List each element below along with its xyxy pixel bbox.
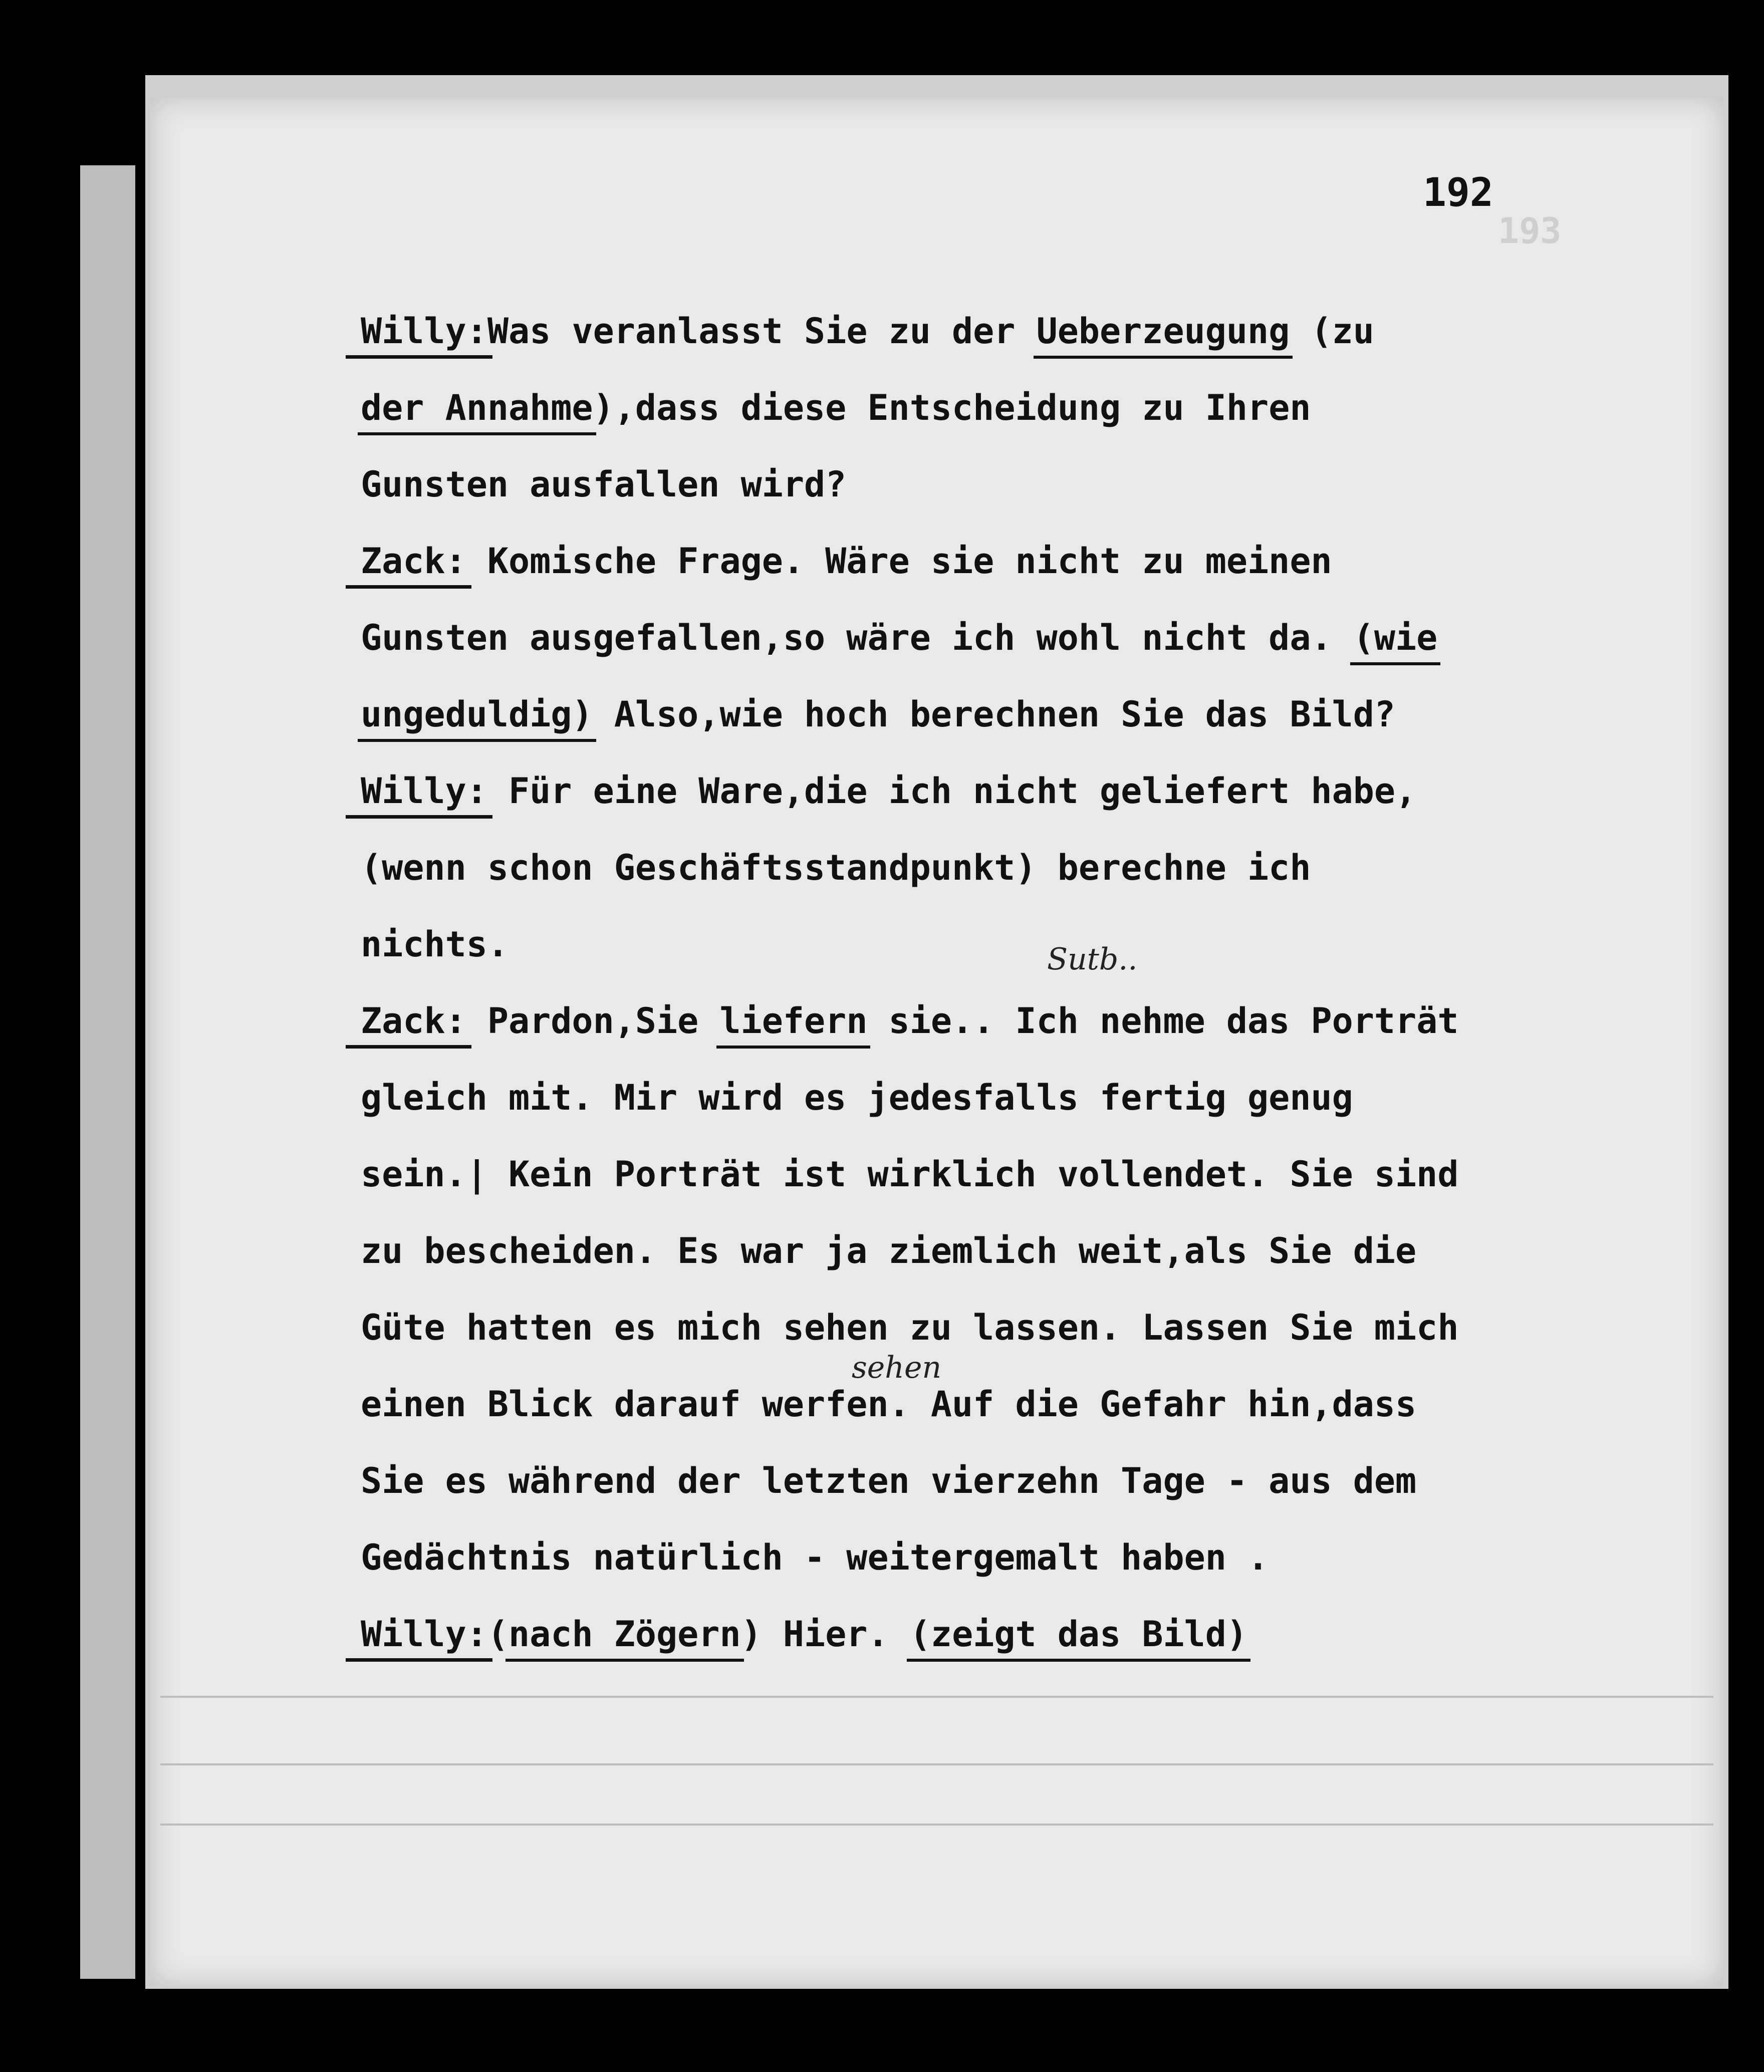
line-text: ) Hier. xyxy=(740,1614,910,1655)
text-line xyxy=(361,753,1663,830)
ghost-page-number: 193 xyxy=(1498,210,1562,251)
line-text: ( xyxy=(487,1614,509,1655)
underlined-text: Ueberzeugung xyxy=(1036,311,1290,352)
ruled-line xyxy=(160,1824,1713,1826)
line-text: sie.. Ich nehme das Porträt xyxy=(867,1000,1459,1042)
speaker-label: Zack: xyxy=(361,541,466,582)
text-line xyxy=(361,1443,1663,1519)
text-line xyxy=(361,906,1663,983)
line-text: ),dass diese Entscheidung zu Ihren xyxy=(593,387,1311,428)
line-text: Komische Frage. Wäre sie nicht zu meinen xyxy=(466,541,1332,582)
text-line xyxy=(361,600,1663,676)
line-text: Güte hatten es mich sehen zu lassen. Lassen Sie mich xyxy=(361,1307,1459,1348)
line-text: Pardon,Sie xyxy=(466,1000,720,1042)
speaker-label: Willy: xyxy=(361,770,487,812)
line-text: (zu xyxy=(1290,311,1374,352)
speaker-label: Willy: xyxy=(361,311,487,352)
line-text: zu bescheiden. Es war ja ziemlich weit,als Sie die xyxy=(361,1230,1417,1271)
line-text: (wenn schon Geschäftsstandpunkt) berechne ich xyxy=(361,847,1311,888)
underlined-text: liefern xyxy=(719,1000,868,1042)
line-text: Was veranlasst Sie zu der xyxy=(487,311,1037,352)
text-line xyxy=(361,983,1663,1060)
text-line xyxy=(361,1596,1663,1673)
line-text: einen Blick darauf werfen. Auf die Gefahr hin,dass xyxy=(361,1384,1417,1425)
text-line xyxy=(361,676,1663,753)
text-line xyxy=(361,370,1663,446)
text-line xyxy=(361,1060,1663,1136)
text-line xyxy=(361,1289,1663,1366)
line-text: Also,wie hoch berechnen Sie das Bild? xyxy=(593,694,1396,735)
speaker-label: Willy: xyxy=(361,1614,487,1655)
underlined-text: (wie xyxy=(1353,617,1438,658)
line-text: Sie es während der letzten vierzehn Tage - aus dem xyxy=(361,1460,1417,1501)
line-text: gleich mit. Mir wird es jedesfalls fertig genug xyxy=(361,1077,1353,1118)
text-line xyxy=(361,830,1663,906)
line-text: nichts. xyxy=(361,924,509,965)
underlined-text: der Annahme xyxy=(361,387,593,428)
page-number: 192 xyxy=(1423,170,1493,215)
speaker-label: Zack: xyxy=(361,1000,466,1042)
text-line xyxy=(361,446,1663,523)
text-line xyxy=(361,1213,1663,1289)
typed-text-block xyxy=(361,293,1663,1673)
underlined-text: (zeigt das Bild) xyxy=(909,1614,1248,1655)
line-text: Gedächtnis natürlich - weitergemalt haben . xyxy=(361,1537,1269,1578)
line-text: Für eine Ware,die ich nicht geliefert habe, xyxy=(487,770,1417,812)
text-line xyxy=(361,293,1663,370)
line-text: sein.| Kein Porträt ist wirklich vollendet. Sie sind xyxy=(361,1154,1459,1195)
line-text: Gunsten ausfallen wird? xyxy=(361,464,847,505)
text-line xyxy=(361,1366,1663,1443)
underlined-text: ungeduldig) xyxy=(361,694,593,735)
line-text: Gunsten ausgefallen,so wäre ich wohl nicht da. xyxy=(361,617,1353,658)
handwritten-note: sehen xyxy=(852,1350,942,1385)
text-line xyxy=(361,1136,1663,1213)
text-line xyxy=(361,1519,1663,1596)
text-line xyxy=(361,523,1663,600)
underlined-text: nach Zögern xyxy=(509,1614,741,1655)
handwritten-note: Sutb.. xyxy=(1047,942,1138,977)
ruled-line xyxy=(160,1696,1713,1698)
ruled-line xyxy=(160,1763,1713,1765)
sheet-edge xyxy=(80,165,135,1979)
